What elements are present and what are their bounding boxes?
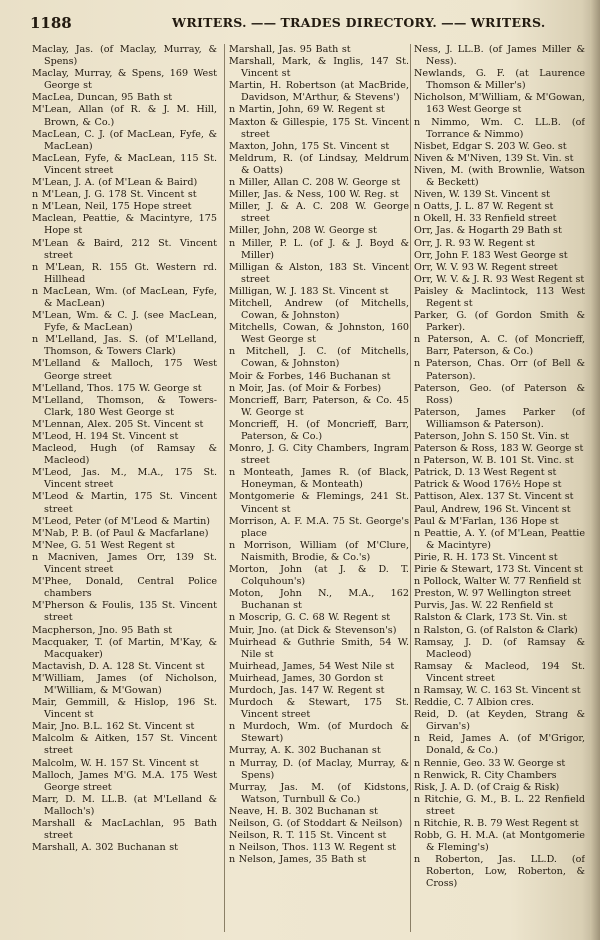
directory-entry: Marshall, Mark, & Inglis, 147 St. Vincent st (229, 56, 409, 80)
column-divider (410, 44, 411, 932)
directory-entry: n Roberton, Jas. LL.D. (of Roberton, Low, Roberton, & Cross) (414, 854, 585, 890)
directory-entry: n Oatts, J. L. 87 W. Regent st (414, 201, 554, 213)
directory-entry: Niven, M. (with Brownlie, Watson & Beckett) (414, 164, 585, 189)
directory-entry: Orr, J. R. 93 W. Regent st (414, 237, 535, 249)
directory-entry: Morrison, A. F. M.A. 75 St. George's place (229, 515, 409, 539)
directory-entry: Patrick, D. 13 West Regent st (414, 467, 557, 479)
directory-entry: M'Lean, J. A. (of M'Lean & Baird) (32, 177, 198, 189)
directory-entry: Maxton & Gillespie, 175 St. Vincent street (229, 116, 409, 140)
directory-entry: Paterson, John S. 150 St. Vin. st (414, 431, 569, 442)
directory-entry: MacLea, Duncan, 95 Bath st (32, 92, 173, 104)
directory-entry: Miller, Jas. & Ness, 100 W. Reg. st (229, 189, 399, 201)
directory-entry: n Paterson, A. C. (of Moncrieff, Barr, Paterson, & Co.) (414, 334, 585, 358)
directory-entry: Nicholson, M'William, & M'Gowan, 163 West George st (414, 92, 585, 116)
directory-entry: n Paterson, W. B. 101 St. Vinc. st (414, 455, 574, 467)
directory-entry: Meldrum, R. (of Lindsay, Meldrum & Oatts) (229, 152, 409, 176)
directory-entry: Malloch, James M'G. M.A. 175 West George street (32, 769, 217, 793)
directory-entry: Orr, John F. 183 West George st (414, 249, 568, 261)
column-divider (224, 44, 225, 932)
page-gutter-edge (590, 0, 600, 940)
directory-entry: n Ralston, G. (of Ralston & Clark) (414, 624, 578, 636)
directory-entry: Moir & Forbes, 146 Buchanan st (229, 370, 391, 382)
directory-entry: Murray, A. K. 302 Buchanan st (229, 745, 381, 757)
directory-entry: Ness, J. LL.B. (of James Miller & Ness). (414, 44, 585, 68)
directory-entry: Robb, G. H. M.A. (at Montgomerie & Fleming's) (414, 830, 585, 854)
directory-entry: Patrick & Wood 176½ Hope st (414, 479, 562, 491)
directory-entry: n Reid, James A. (of M'Grigor, Donald, & Co.) (414, 733, 585, 757)
directory-entry: Marshall & MacLachlan, 95 Bath street (32, 818, 217, 842)
directory-entry: Risk, J. A. D. (of Craig & Risk) (414, 781, 560, 793)
directory-entry: Miller, John, 208 W. George st (229, 225, 377, 237)
directory-entry: Morton, John (at J. & D. T. Colquhoun's) (229, 564, 409, 588)
directory-entry: n Nelson, James, 35 Bath st (229, 854, 367, 866)
directory-entry: Malcolm, W. H. 157 St. Vincent st (32, 757, 199, 769)
directory-entry: n Moir, Jas. (of Moir & Forbes) (229, 382, 382, 394)
right-heading: WRITERS. (470, 15, 546, 30)
directory-entry: Milligan, W. J. 183 St. Vincent st (229, 285, 389, 297)
directory-entry: Niven & M'Niven, 139 St. Vin. st (414, 152, 574, 164)
directory-entry: M'Pherson & Foulis, 135 St. Vincent street (32, 600, 217, 624)
directory-entry: Martin, H. Robertson (at MacBride, Davidson, M'Arthur, & Stevens') (229, 80, 409, 104)
directory-entry: M'Lean, Wm. & C. J. (see MacLean, Fyfe, & MacLean) (32, 310, 217, 334)
directory-entry: Moton, John N., M.A., 162 Buchanan st (229, 588, 409, 612)
directory-entry: M'Lelland & Malloch, 175 West George street (32, 358, 217, 382)
directory-entry: M'Lelland, Thomson, & Towers-Clark, 180 West George st (32, 394, 217, 418)
directory-entry: Ralston & Clark, 173 St. Vin. st (414, 612, 568, 624)
directory-entry: n Morrison, William (of M'Clure, Naismith, Brodie, & Co.'s) (229, 539, 409, 563)
separator-right: —— (441, 15, 467, 30)
page-header (30, 14, 582, 36)
center-heading: TRADES DIRECTORY. (280, 15, 438, 30)
directory-entry: n Ritchie, G. M., B. L. 22 Renfield street (414, 793, 585, 817)
directory-entry: Mitchell, Andrew (of Mitchells, Cowan, & Johnston) (229, 297, 409, 322)
directory-entry: Paterson, James Parker (of Williamson & Paterson). (414, 406, 585, 430)
directory-entry: Orr, Jas. & Hogarth 29 Bath st (414, 225, 562, 237)
directory-entry: Nisbet, Edgar S. 203 W. Geo. st (414, 140, 567, 152)
directory-entry: Miller, J. & A. C. 208 W. George street (229, 201, 409, 225)
directory-entry: Neilson, R. T. 115 St. Vincent st (229, 830, 387, 842)
column-2 (229, 44, 409, 934)
directory-entry: Orr, W. V. & J. R. 93 West Regent st (414, 273, 585, 285)
directory-entry: Mactavish, D. A. 128 St. Vincent st (32, 660, 205, 672)
directory-entry: Paterson & Ross, 183 W. George st (414, 443, 584, 455)
directory-entry: Malcolm & Aitken, 157 St. Vincent street (32, 733, 217, 757)
directory-entry: Reid, D. (at Keyden, Strang & Girvan's) (414, 709, 585, 733)
directory-entry: Newlands, G. F. (at Laurence Thomson & Miller's) (414, 68, 585, 92)
directory-entry: Murdoch & Stewart, 175 St. Vincent street (229, 697, 409, 721)
directory-entry: n M'Lean, R. 155 Gt. Western rd. Hillhead (32, 261, 217, 285)
directory-entry: Maclay, Jas. (of Maclay, Murray, & Spens) (32, 44, 217, 68)
directory-entry: n Moscrip, G. C. 68 W. Regent st (229, 612, 391, 624)
directory-entry: Montgomerie & Flemings, 241 St. Vincent st (229, 491, 409, 515)
directory-entry: M'Nab, P. B. (of Paul & Macfarlane) (32, 527, 209, 539)
directory-entry: Pirie, R. H. 173 St. Vincent st (414, 551, 558, 563)
directory-entry: Maxton, John, 175 St. Vincent st (229, 140, 390, 152)
directory-entry: n Miller, Allan C. 208 W. George st (229, 177, 401, 189)
directory-entry: M'Leod, H. 194 St. Vincent st (32, 431, 179, 442)
directory-entry: n M'Lelland, Jas. S. (of M'Lelland, Thomson, & Towers Clark) (32, 334, 217, 358)
directory-entry: Murray, Jas. M. (of Kidstons, Watson, Turnbull & Co.) (229, 781, 409, 805)
directory-entry: n Murray, D. (of Maclay, Murray, & Spens) (229, 757, 409, 781)
running-head (170, 15, 548, 30)
directory-entry: Neilson, G. (of Stoddart & Neilson) (229, 818, 403, 829)
directory-entry: M'Phee, Donald, Central Police chambers (32, 576, 217, 600)
directory-entry: M'Lean, Allan (of R. & J. M. Hill, Brown, & Co.) (32, 104, 217, 128)
directory-entry: M'Leod, Peter (of M'Leod & Martin) (32, 515, 211, 527)
directory-entry: Ramsay, J. D. (of Ramsay & Macleod) (414, 636, 585, 660)
directory-entry: Neave, H. B. 302 Buchanan st (229, 805, 378, 817)
directory-entry: Mair, Jno. B.L. 162 St. Vincent st (32, 721, 195, 733)
directory-entry: Maclay, Murray, & Spens, 169 West George st (32, 68, 217, 92)
directory-entry: n Ramsay, W. C. 163 St. Vincent st (414, 684, 581, 696)
column-3 (414, 44, 585, 934)
directory-entry: Mitchells, Cowan, & Johnston, 160 West George st (229, 322, 409, 346)
directory-entry: n M'Lean, J. G. 178 St. Vincent st (32, 189, 197, 201)
separator-left: —— (250, 15, 277, 30)
directory-entry: Murdoch, Jas. 147 W. Regent st (229, 684, 385, 696)
directory-entry: Pattison, Alex. 137 St. Vincent st (414, 491, 574, 503)
directory-entry: n Peattie, A. Y. (of M'Lean, Peattie & Macintyre) (414, 527, 585, 551)
directory-entry: Muir, Jno. (at Dick & Stevenson's) (229, 624, 397, 636)
directory-entry: Niven, W. 139 St. Vincent st (414, 189, 550, 201)
directory-entry: M'Lennan, Alex. 205 St. Vincent st (32, 418, 204, 430)
directory-entry: n Okell, H. 33 Renfield street (414, 213, 557, 225)
directory-entry: Monro, J. G. City Chambers, Ingram street (229, 443, 409, 467)
directory-entry: n Monteath, James R. (of Black, Honeyman, & Monteath) (229, 467, 409, 491)
directory-entry: Reddie, C. 7 Albion cres. (414, 697, 535, 709)
directory-entry: Macpherson, Jno. 95 Bath st (32, 624, 173, 636)
directory-entry: M'Lelland, Thos. 175 W. George st (32, 382, 202, 394)
directory-entry: M'Leod & Martin, 175 St. Vincent street (32, 491, 217, 515)
directory-entry: n Macniven, James Orr, 139 St. Vincent street (32, 551, 217, 576)
directory-entry: Moncrieff, H. (of Moncrieff, Barr, Paterson, & Co.) (229, 418, 409, 442)
directory-entry: n MacLean, Wm. (of MacLean, Fyfe, & MacLean) (32, 285, 217, 309)
directory-entry: Paisley & Maclintock, 113 West Regent st (414, 285, 585, 309)
directory-entry: n Murdoch, Wm. (of Murdoch & Stewart) (229, 721, 409, 745)
directory-entry: Marshall, Jas. 95 Bath st (229, 44, 351, 55)
directory-entry: Paul, Andrew, 196 St. Vincent st (414, 503, 571, 515)
directory-entry: Muirhead, James, 30 Gordon st (229, 672, 384, 684)
directory-entry: M'Lean & Baird, 212 St. Vincent street (32, 237, 217, 261)
directory-entry: Marshall, A. 302 Buchanan st (32, 842, 178, 854)
directory-entry: Milligan & Alston, 183 St. Vincent street (229, 261, 409, 285)
directory-entry: Preston, W. 97 Wellington street (414, 588, 571, 600)
directory-entry: n Ritchie, R. B. 79 West Regent st (414, 818, 579, 829)
directory-entry: n Pollock, Walter W. 77 Renfield st (414, 576, 581, 588)
column-1 (32, 44, 217, 934)
directory-entry: Marr, D. M. LL.B. (at M'Lelland & Malloch's) (32, 793, 217, 817)
directory-entry: Purvis, Jas. W. 22 Renfield st (414, 600, 554, 612)
directory-entry: Orr, W. V. 93 W. Regent street (414, 261, 558, 273)
directory-entry: Parker, G. (of Gordon Smith & Parker). (414, 310, 585, 334)
directory-entry: Maclean, Peattie, & Macintyre, 175 Hope st (32, 213, 217, 237)
directory-entry: Macquaker, T. (of Martin, M'Kay, & Macquaker) (32, 636, 217, 660)
directory-entry: M'Nee, G. 51 West Regent st (32, 539, 175, 551)
directory-entry: Paul & M'Farlan, 136 Hope st (414, 515, 559, 527)
directory-entry: n Mitchell, J. C. (of Mitchells, Cowan, & Johnston) (229, 346, 409, 370)
directory-entry: n Miller, P. L. (of J. & J. Boyd & Miller) (229, 237, 409, 261)
directory-entry: Muirhead & Guthrie Smith, 54 W. Nile st (229, 636, 409, 660)
directory-entry: Pirie & Stewart, 173 St. Vincent st (414, 564, 583, 576)
directory-entry: Mair, Gemmill, & Hislop, 196 St. Vincent st (32, 697, 217, 721)
directory-entry: Paterson, Geo. (of Paterson & Ross) (414, 382, 585, 406)
page-number: 1188 (30, 14, 72, 32)
directory-entry: Macleod, Hugh (of Ramsay & Macleod) (32, 443, 217, 467)
directory-entry: MacLean, C. J. (of MacLean, Fyfe, & MacLean) (32, 128, 217, 152)
directory-entry: n Rennie, Geo. 33 W. George st (414, 757, 566, 769)
directory-entry: n Paterson, Chas. Orr (of Bell & Paterson). (414, 358, 585, 382)
directory-entry: n Nimmo, Wm. C. LL.B. (of Torrance & Nimmo) (414, 116, 585, 140)
directory-entry: M'William, James (of Nicholson, M'William, & M'Gowan) (32, 672, 217, 696)
directory-entry: n M'Lean, Neil, 175 Hope street (32, 201, 192, 213)
left-heading: WRITERS. (172, 15, 247, 30)
directory-entry: n Neilson, Thos. 113 W. Regent st (229, 842, 397, 854)
directory-entry: MacLean, Fyfe, & MacLean, 115 St. Vincent street (32, 152, 217, 176)
directory-entry: n Renwick, R. City Chambers (414, 769, 557, 781)
directory-entry: Moncrieff, Barr, Paterson, & Co. 45 W. George st (229, 394, 409, 418)
directory-entry: n Martin, John, 69 W. Regent st (229, 104, 385, 116)
directory-entry: Ramsay & Macleod, 194 St. Vincent street (414, 660, 585, 684)
directory-entry: M'Leod, Jas. M., M.A., 175 St. Vincent street (32, 467, 217, 491)
directory-entry: Muirhead, James, 54 West Nile st (229, 660, 395, 672)
